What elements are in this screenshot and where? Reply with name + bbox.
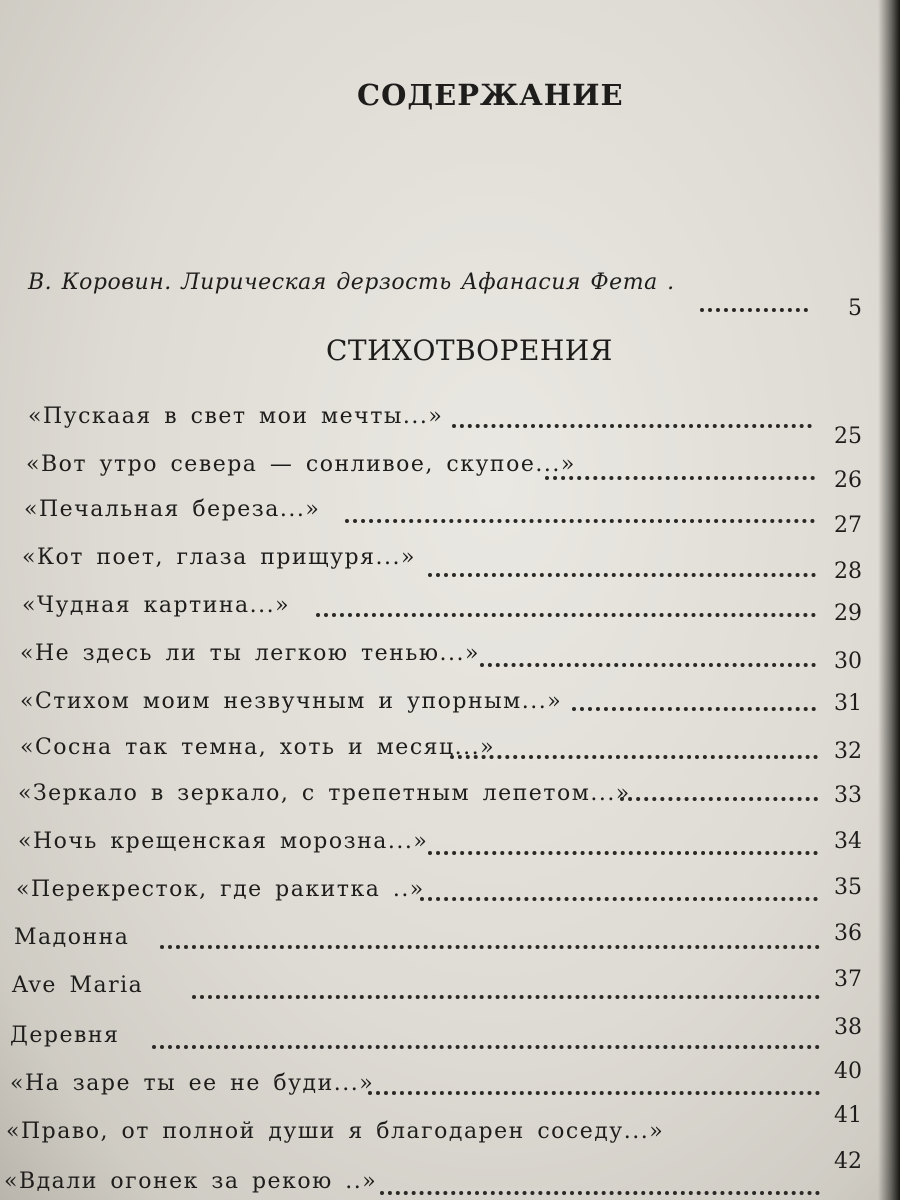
entry-page-number: 5	[848, 296, 862, 321]
toc-entry	[0, 497, 900, 545]
dot-leader	[428, 573, 816, 577]
toc-entry	[0, 781, 900, 829]
entry-title: «Зеркало в зеркало, с трепетным лепетом...»	[18, 781, 631, 806]
entry-page-number: 30	[834, 649, 862, 674]
dot-leader	[380, 1191, 820, 1195]
entry-title: «Печальная береза...»	[24, 497, 321, 522]
dot-leader	[316, 613, 816, 617]
toc-entry	[0, 921, 900, 973]
entry-page-number: 37	[834, 967, 862, 992]
entry-page-number: 34	[834, 829, 862, 854]
entry-title: «Ночь крещенская морозна...»	[18, 829, 429, 854]
entry-title: «Пускаая в свет мои мечты...»	[28, 404, 444, 429]
dot-leader	[368, 1091, 820, 1095]
entry-page-number: 25	[834, 424, 862, 449]
entry-page-number: 36	[834, 921, 862, 946]
toc-entry	[0, 967, 900, 1021]
dot-leader	[700, 308, 808, 312]
entry-page-number: 27	[834, 513, 862, 538]
entry-title: Ave Maria	[12, 973, 144, 998]
toc-entry	[0, 1149, 900, 1200]
entry-page-number: 29	[834, 601, 862, 626]
entry-title: Деревня	[10, 1023, 120, 1048]
entry-title: «Вот утро севера — сонливое, скупое...»	[26, 452, 576, 477]
page-edge-shadow	[878, 0, 900, 1200]
toc-entry	[0, 735, 900, 783]
dot-leader	[345, 519, 815, 523]
entry-page-number: 35	[834, 875, 862, 900]
dot-leader	[428, 851, 818, 855]
entry-title: «Вдали огонек за рекою ..»	[4, 1169, 378, 1194]
dot-leader	[572, 707, 816, 711]
entry-title: В. Коровин. Лирическая дерзость Афанасия Фета .	[28, 270, 675, 295]
section-heading: СТИХОТВОРЕНИЯ	[326, 334, 613, 367]
dot-leader	[450, 755, 818, 759]
toc-entry	[0, 450, 900, 498]
entry-page-number: 40	[834, 1059, 862, 1084]
toc-entry	[0, 689, 900, 737]
entry-title: «Стихом моим незвучным и упорным...»	[20, 689, 563, 714]
entry-title: «На заре ты ее не буди...»	[10, 1071, 375, 1096]
toc-entry	[0, 593, 900, 641]
toc-entry	[0, 829, 900, 877]
entry-title: «Право, от полной души я благодарен соседу...»	[6, 1119, 665, 1144]
toc-entry	[0, 1015, 900, 1069]
entry-title: «Не здесь ли ты легкою тенью...»	[20, 641, 480, 666]
entry-page-number: 33	[834, 783, 862, 808]
entry-title: Мадонна	[14, 925, 130, 950]
entry-page-number: 32	[834, 739, 862, 764]
contents-heading: СОДЕРЖАНИЕ	[357, 78, 624, 112]
entry-title: «Перекресток, где ракитка ..»	[16, 877, 425, 902]
entry-page-number: 28	[834, 559, 862, 584]
dot-leader	[420, 897, 818, 901]
entry-title: «Кот поет, глаза прищуря...»	[22, 545, 416, 570]
toc-entry	[0, 402, 900, 450]
toc-entry	[0, 1103, 900, 1167]
toc-entry	[0, 877, 900, 925]
entry-page-number: 42	[834, 1149, 862, 1174]
toc-entry	[0, 641, 900, 689]
dot-leader	[152, 1045, 820, 1049]
entry-title: «Сосна так темна, хоть и месяц...»	[20, 735, 496, 760]
entry-title: «Чудная картина...»	[22, 593, 291, 618]
dot-leader	[545, 476, 815, 480]
dot-leader	[192, 995, 820, 999]
dot-leader	[620, 797, 818, 801]
dot-leader	[480, 663, 816, 667]
toc-entry	[0, 545, 900, 593]
dot-leader	[160, 945, 820, 949]
toc-entry	[0, 1059, 900, 1119]
dot-leader	[452, 424, 812, 428]
entry-page-number: 31	[834, 691, 862, 716]
entry-page-number: 26	[834, 468, 862, 493]
entry-page-number: 38	[834, 1015, 862, 1040]
preface-entry	[0, 266, 900, 321]
entry-page-number: 41	[834, 1103, 862, 1128]
